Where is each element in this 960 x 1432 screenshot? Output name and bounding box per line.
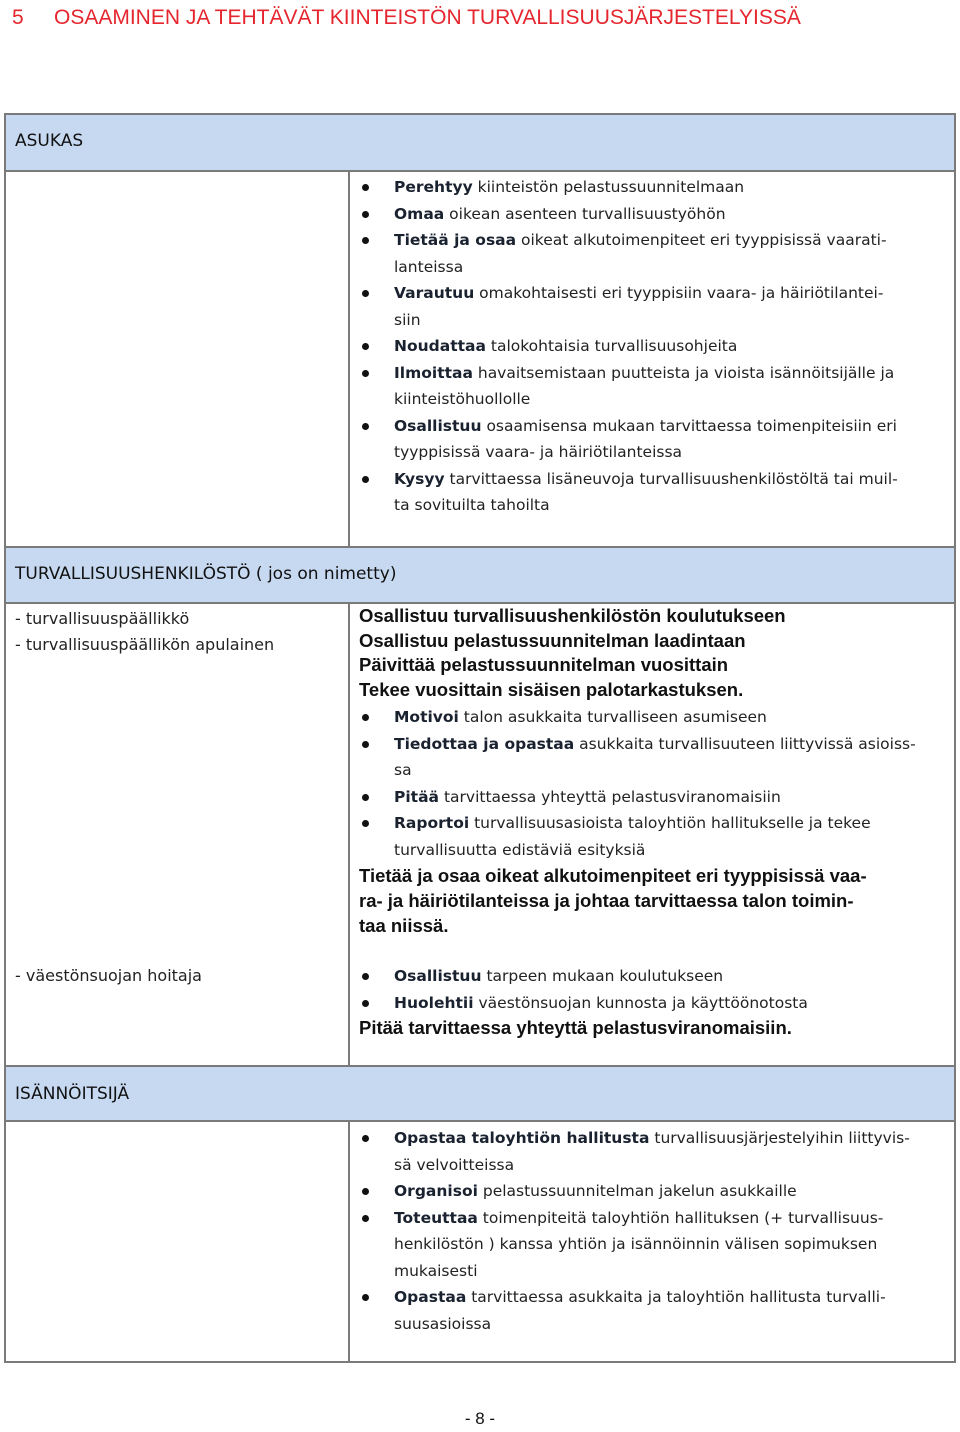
duty-list-item (350, 963, 950, 990)
duty-text: ta sovituilta tahoilta (394, 496, 550, 514)
duty-keyword: Toteuttaa (394, 1208, 478, 1227)
duty-keyword: Tietää ja osaa (394, 231, 517, 249)
bullet-icon (362, 1188, 369, 1195)
duty-text: tarvittaessa lisäneuvoja turvallisuushenkilöstöltä tai muil- (444, 469, 898, 488)
duty-list-item (350, 360, 950, 413)
duty-list-item (350, 466, 950, 519)
bullet-icon (362, 741, 369, 748)
section-title: OSAAMINEN JA TEHTÄVÄT KIINTEISTÖN TURVALLISUUSJÄRJESTELYISSÄ (54, 6, 801, 29)
duty-text: toimenpiteitä taloyhtiön hallituksen (+ turvallisuus- (477, 1208, 884, 1227)
bullet-icon (362, 343, 369, 350)
duty-list-item (350, 280, 950, 333)
duty-text: talokohtaisia turvallisuusohjeita (485, 337, 738, 355)
turva-header (6, 548, 954, 604)
duty-keyword: Perehtyy (394, 178, 473, 196)
duty-text: tyyppisissä vaara- ja häiriötilanteissa (394, 443, 683, 461)
duty-keyword: Organisoi (394, 1182, 478, 1200)
duty-text: sä velvoitteissa (394, 1155, 515, 1174)
duty-list-item (350, 413, 950, 466)
duty-text: suusasioissa (394, 1314, 492, 1333)
duty-text: turvallisuusjärjestelyihin liittyvis- (649, 1129, 910, 1147)
section-heading (12, 4, 952, 34)
duty-text: tarvittaessa asukkaita ja taloyhtiön hallitusta turvalli- (466, 1288, 886, 1306)
duty-text: sa (394, 761, 412, 779)
duty-list-item (350, 810, 950, 863)
turva-closing (359, 863, 949, 938)
duty-line: Osallistuu pelastussuunnitelman laadintaan (359, 629, 746, 651)
bullet-icon (362, 1294, 369, 1301)
duty-text: lanteissa (394, 257, 464, 276)
duty-text: oikeat alkutoimenpiteet eri tyyppisissä vaarati- (516, 231, 887, 249)
duty-text: henkilöstön ) kanssa yhtiön ja isännöinnin välisen sopimuksen (394, 1235, 878, 1253)
duty-text: talon asukkaita turvalliseen asumiseen (458, 708, 767, 726)
isannoitsija-header (6, 1067, 954, 1122)
duty-keyword: Huolehtii (394, 993, 474, 1012)
duty-keyword: Raportoi (394, 814, 470, 832)
closing-line: ra- ja häiriötilanteissa ja johtaa tarvittaessa talon toimin- (359, 890, 854, 911)
closing-line: Tietää ja osaa oikeat alkutoimenpiteet eri tyyppisissä vaa- (359, 865, 867, 886)
duty-list-item (350, 1205, 950, 1285)
asukas-header-label: ASUKAS (15, 131, 84, 151)
duty-list-item (350, 1125, 950, 1178)
bullet-icon (362, 973, 369, 980)
duty-text: tarvittaessa yhteyttä pelastusviranomaisiin (439, 787, 781, 806)
bullet-icon (362, 820, 369, 827)
duty-keyword: Kysyy (394, 469, 445, 488)
duty-list-item (350, 201, 950, 228)
bullet-icon (362, 1000, 369, 1007)
section-number: 5 (12, 6, 24, 29)
duty-text: pelastussuunnitelman jakelun asukkaille (477, 1182, 797, 1200)
role-shelter-keeper-label: - väestönsuojan hoitaja (15, 966, 202, 985)
duty-text: oikean asenteen turvallisuustyöhön (444, 204, 726, 223)
isannoitsija-duties (350, 1125, 950, 1337)
duty-text: turvallisuutta edistäviä esityksiä (394, 840, 646, 859)
closing-line: taa niissä. (359, 915, 449, 936)
duty-list-item (350, 1284, 950, 1337)
role-security-manager-assistant: - turvallisuuspäällikön apulainen (15, 635, 275, 654)
turva-header-label: TURVALLISUUSHENKILÖSTÖ ( jos on nimetty) (15, 564, 397, 584)
duty-line: Päivittää pelastussuunnitelman vuosittain (359, 654, 729, 675)
duty-keyword: Varautuu (394, 284, 475, 302)
asukas-duties (350, 174, 950, 519)
duty-keyword: Pitää (394, 787, 440, 806)
duty-text: kiinteistöhuollolle (394, 390, 531, 408)
turva-roles (15, 606, 274, 658)
duty-keyword: Opastaa (394, 1288, 467, 1306)
shelter-closing (359, 1016, 949, 1041)
bullet-icon (362, 423, 369, 430)
bullet-icon (362, 476, 369, 483)
bullet-icon (362, 1215, 369, 1222)
asukas-header (6, 115, 954, 172)
isannoitsija-header-label: ISÄNNÖITSIJÄ (15, 1084, 130, 1104)
duty-text: kiinteistön pelastussuunnitelmaan (472, 178, 745, 196)
duty-text: omakohtaisesti eri tyyppisiin vaara- ja häiriötilantei- (474, 284, 884, 302)
duty-text: tarpeen mukaan koulutukseen (481, 967, 724, 985)
duty-keyword: Noudattaa (394, 337, 486, 355)
page-number: - 8 - (464, 1409, 496, 1428)
turva-duties (359, 604, 949, 702)
duty-text: turvallisuusasioista taloyhtiön hallitukselle ja tekee (469, 814, 871, 832)
duty-list-item (350, 784, 950, 811)
duty-text: havaitsemistaan puutteista ja vioista isännöitsijälle ja (472, 363, 895, 382)
duty-text: asukkaita turvallisuuteen liittyvissä asioiss- (574, 734, 916, 753)
bullet-icon (362, 1135, 369, 1142)
bullet-icon (362, 370, 369, 377)
duty-list-item (350, 174, 950, 201)
bullet-icon (362, 714, 369, 721)
duty-text: siin (394, 310, 421, 329)
duty-keyword: Tiedottaa ja opastaa (394, 734, 575, 753)
bullet-icon (362, 211, 369, 218)
bullet-icon (362, 794, 369, 801)
duty-keyword: Omaa (394, 204, 445, 223)
duty-line: Osallistuu turvallisuushenkilöstön koulutukseen (359, 605, 786, 626)
duty-keyword: Osallistuu (394, 416, 482, 435)
shelter-closing-line: Pitää tarvittaessa yhteyttä pelastusviranomaisiin. (359, 1017, 792, 1038)
roles-table (4, 113, 956, 1363)
shelter-duties (350, 963, 950, 1016)
duty-keyword: Osallistuu (394, 967, 482, 985)
duty-list-item (350, 227, 950, 280)
duty-list-item (350, 1178, 950, 1205)
role-security-manager: - turvallisuuspäällikkö (15, 609, 190, 628)
bullet-icon (362, 290, 369, 297)
turva-duty-list (350, 704, 950, 863)
duty-text: mukaisesti (394, 1261, 478, 1280)
duty-keyword: Opastaa taloyhtiön hallitusta (394, 1129, 650, 1147)
duty-keyword: Motivoi (394, 708, 459, 726)
duty-keyword: Ilmoittaa (394, 363, 473, 382)
duty-list-item (350, 990, 950, 1017)
duty-text: väestönsuojan kunnosta ja käyttöönotosta (473, 993, 808, 1012)
duty-text: osaamisensa mukaan tarvittaessa toimenpiteisiin eri (481, 416, 897, 435)
duty-list-item (350, 704, 950, 731)
duty-list-item (350, 731, 950, 784)
duty-list-item (350, 333, 950, 360)
role-shelter-keeper (15, 963, 202, 989)
duty-line: Tekee vuosittain sisäisen palotarkastuksen. (359, 678, 744, 700)
bullet-icon (362, 184, 369, 191)
bullet-icon (362, 237, 369, 244)
